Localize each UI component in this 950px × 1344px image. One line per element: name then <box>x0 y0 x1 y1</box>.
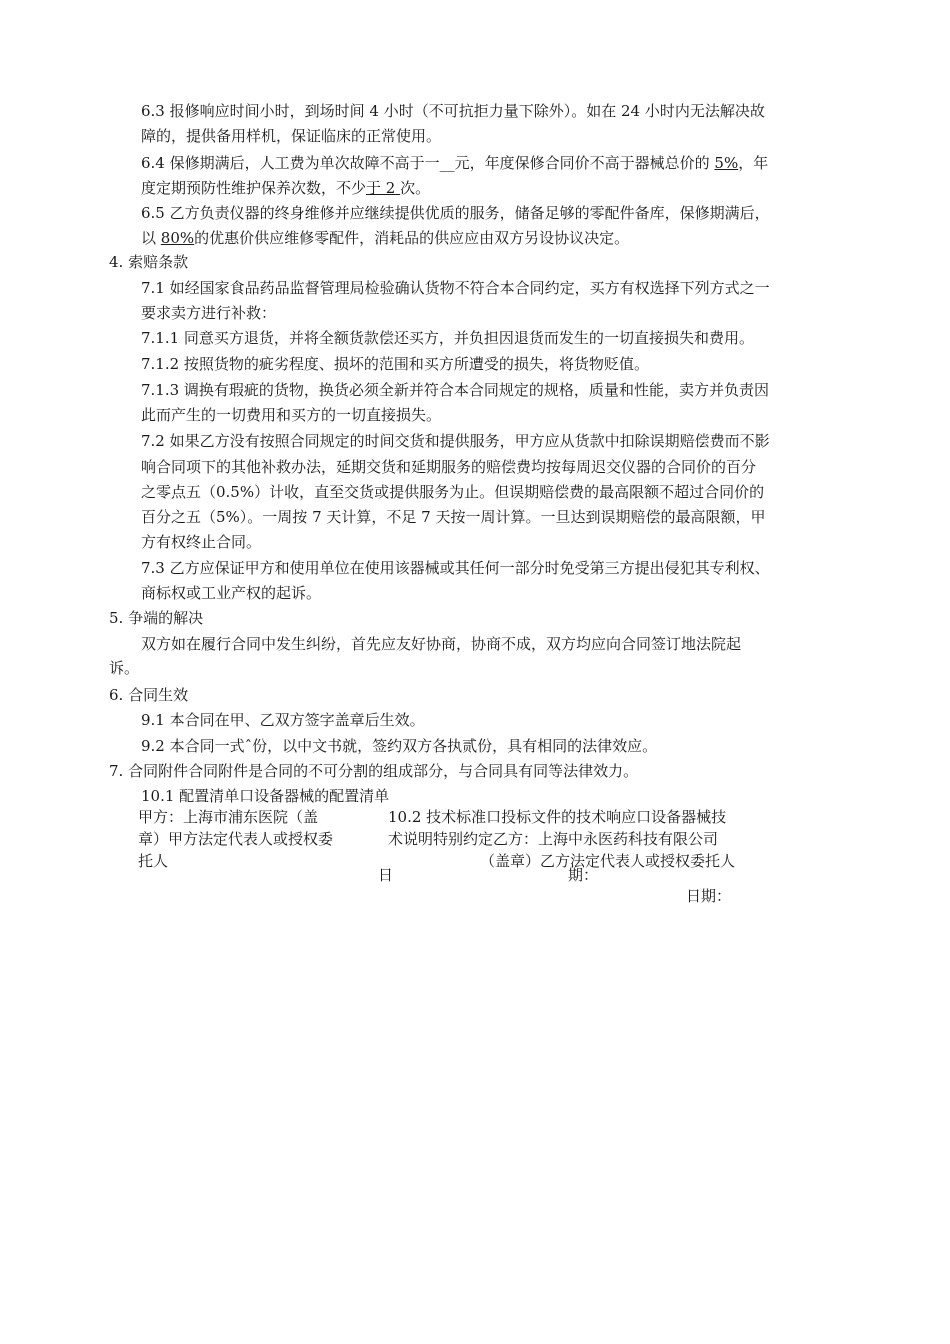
clause-7-1-1: 7.1.1 同意买方退货，并将全额货款偿还买方，并负担因退货而发生的一切直接损失和费用。 <box>141 329 754 347</box>
clause-6-4-text-b: 元，年度保修合同价不高于器械总价的 <box>454 154 715 172</box>
clause-7-1-2: 7.1.2 按照货物的疵劣程度、损坏的范围和买方所遭受的损失，将货物贬值。 <box>141 355 649 373</box>
clause-7-1-3-line-1: 7.1.3 调换有瑕疵的货物，换货必须全新并符合本合同规定的规格，质量和性能，卖方并负责因 <box>141 381 769 399</box>
clause-6-5-text-a: 以 <box>141 229 161 247</box>
clause-6-4-text-d: 度定期预防性维护保养次数，不少 <box>141 179 367 197</box>
party-a-line-3: 托人 <box>138 852 169 870</box>
clause-7-3-line-2: 商标权或工业产权的起诉。 <box>141 584 322 602</box>
heading-4-claims: 4. 索赔条款 <box>109 253 189 271</box>
clause-10-1: 10.1 配置清单口设备器械的配置清单 <box>141 787 390 805</box>
section-5-line-2: 诉。 <box>109 659 140 677</box>
clause-6-3-line-2: 障的，提供备用样机，保证临床的正常使用。 <box>141 127 442 145</box>
party-b-line-1: 10.2 技术标准口投标文件的技术响应口设备器械技 <box>388 808 727 826</box>
party-a-date-label-2: 期： <box>568 866 599 884</box>
clause-7-2-line-1: 7.2 如果乙方没有按照合同规定的时间交货和提供服务，甲方应从货款中扣除误期赔偿费而不影 <box>141 432 770 450</box>
clause-6-4-line-1 <box>141 151 768 175</box>
clause-7-1-line-2: 要求卖方进行补救： <box>141 304 277 322</box>
party-a-line-1: 甲方：上海市浦东医院（盖 <box>138 808 319 826</box>
clause-6-4-text-e: 次。 <box>400 179 431 197</box>
clause-7-2-line-5: 方有权终止合同。 <box>141 533 262 551</box>
clause-7-2-line-2: 响合同项下的其他补救办法，延期交货和延期服务的赔偿费均按每周迟交仪器的合同价的百分 <box>141 458 757 476</box>
heading-5-disputes: 5. 争端的解决 <box>109 609 204 627</box>
clause-6-4-line-2 <box>141 176 430 200</box>
clause-6-4-text-c: ，年 <box>738 154 769 172</box>
clause-6-4-text-a: 6.4 保修期满后，人工费为单次故障不高于一 <box>141 154 440 172</box>
party-a-line-2: 章）甲方法定代表人或授权委 <box>138 830 334 848</box>
clause-6-5-text-b: 的优惠价供应维修零配件，消耗品的供应应由双方另设协议决定。 <box>194 229 630 247</box>
party-b-line-3: （盖章）乙方法定代表人或授权委托人 <box>480 852 736 870</box>
section-5-line-1: 双方如在履行合同中发生纠纷，首先应友好协商，协商不成，双方均应向合同签订地法院起 <box>141 635 742 653</box>
clause-9-1: 9.1 本合同在甲、乙双方签字盖章后生效。 <box>141 711 425 729</box>
party-b-date-label: 日期： <box>686 887 732 905</box>
clause-6-4-percent: 5% <box>714 154 739 172</box>
clause-7-3-line-1: 7.3 乙方应保证甲方和使用单位在使用该器械或其任何一部分时免受第三方提出侵犯其专利权、 <box>141 559 770 577</box>
clause-6-5-percent: 80% <box>160 229 195 247</box>
clause-7-1-3-line-2: 此而产生的一切费用和买方的一切直接损失。 <box>141 406 442 424</box>
clause-6-5-line-2 <box>141 226 629 250</box>
heading-7-annexes: 7. 合同附件合同附件是合同的不可分割的组成部分，与合同具有同等法律效力。 <box>109 762 639 780</box>
clause-7-1-line-1: 7.1 如经国家食品药品监督管理局检验确认货物不符合本合同约定，买方有权选择下列方式之一 <box>141 279 770 297</box>
party-a-signature-block <box>138 806 378 872</box>
clause-7-2-line-4: 百分之五（5%）。一周按 7 天计算，不足 7 天按一周计算。一旦达到误期赔偿的最高限额，甲 <box>141 508 766 526</box>
party-b-line-2: 术说明特别约定乙方：上海中永医药科技有限公司 <box>388 830 719 848</box>
party-a-date-label-1: 日 <box>378 866 394 884</box>
clause-6-3-line-1: 6.3 报修响应时间小时，到场时间 4 小时（不可抗拒力量下除外）。如在 24 小时内无法解决故 <box>141 102 765 120</box>
clause-6-4-blank: __ <box>439 154 455 172</box>
clause-9-2: 9.2 本合同一式ˆ份，以中文书就，签约双方各执贰份，具有相同的法律效应。 <box>141 737 658 755</box>
clause-6-5-line-1: 6.5 乙方负责仪器的终身维修并应继续提供优质的服务，储备足够的零配件备库，保修期满后， <box>141 204 770 222</box>
clause-7-2-line-3: 之零点五（0.5%）计收，直至交货或提供服务为止。但误期赔偿费的最高限额不超过合同价的 <box>141 483 765 501</box>
clause-6-4-count: 于 2 <box>366 179 401 197</box>
heading-6-effectiveness: 6. 合同生效 <box>109 686 189 704</box>
